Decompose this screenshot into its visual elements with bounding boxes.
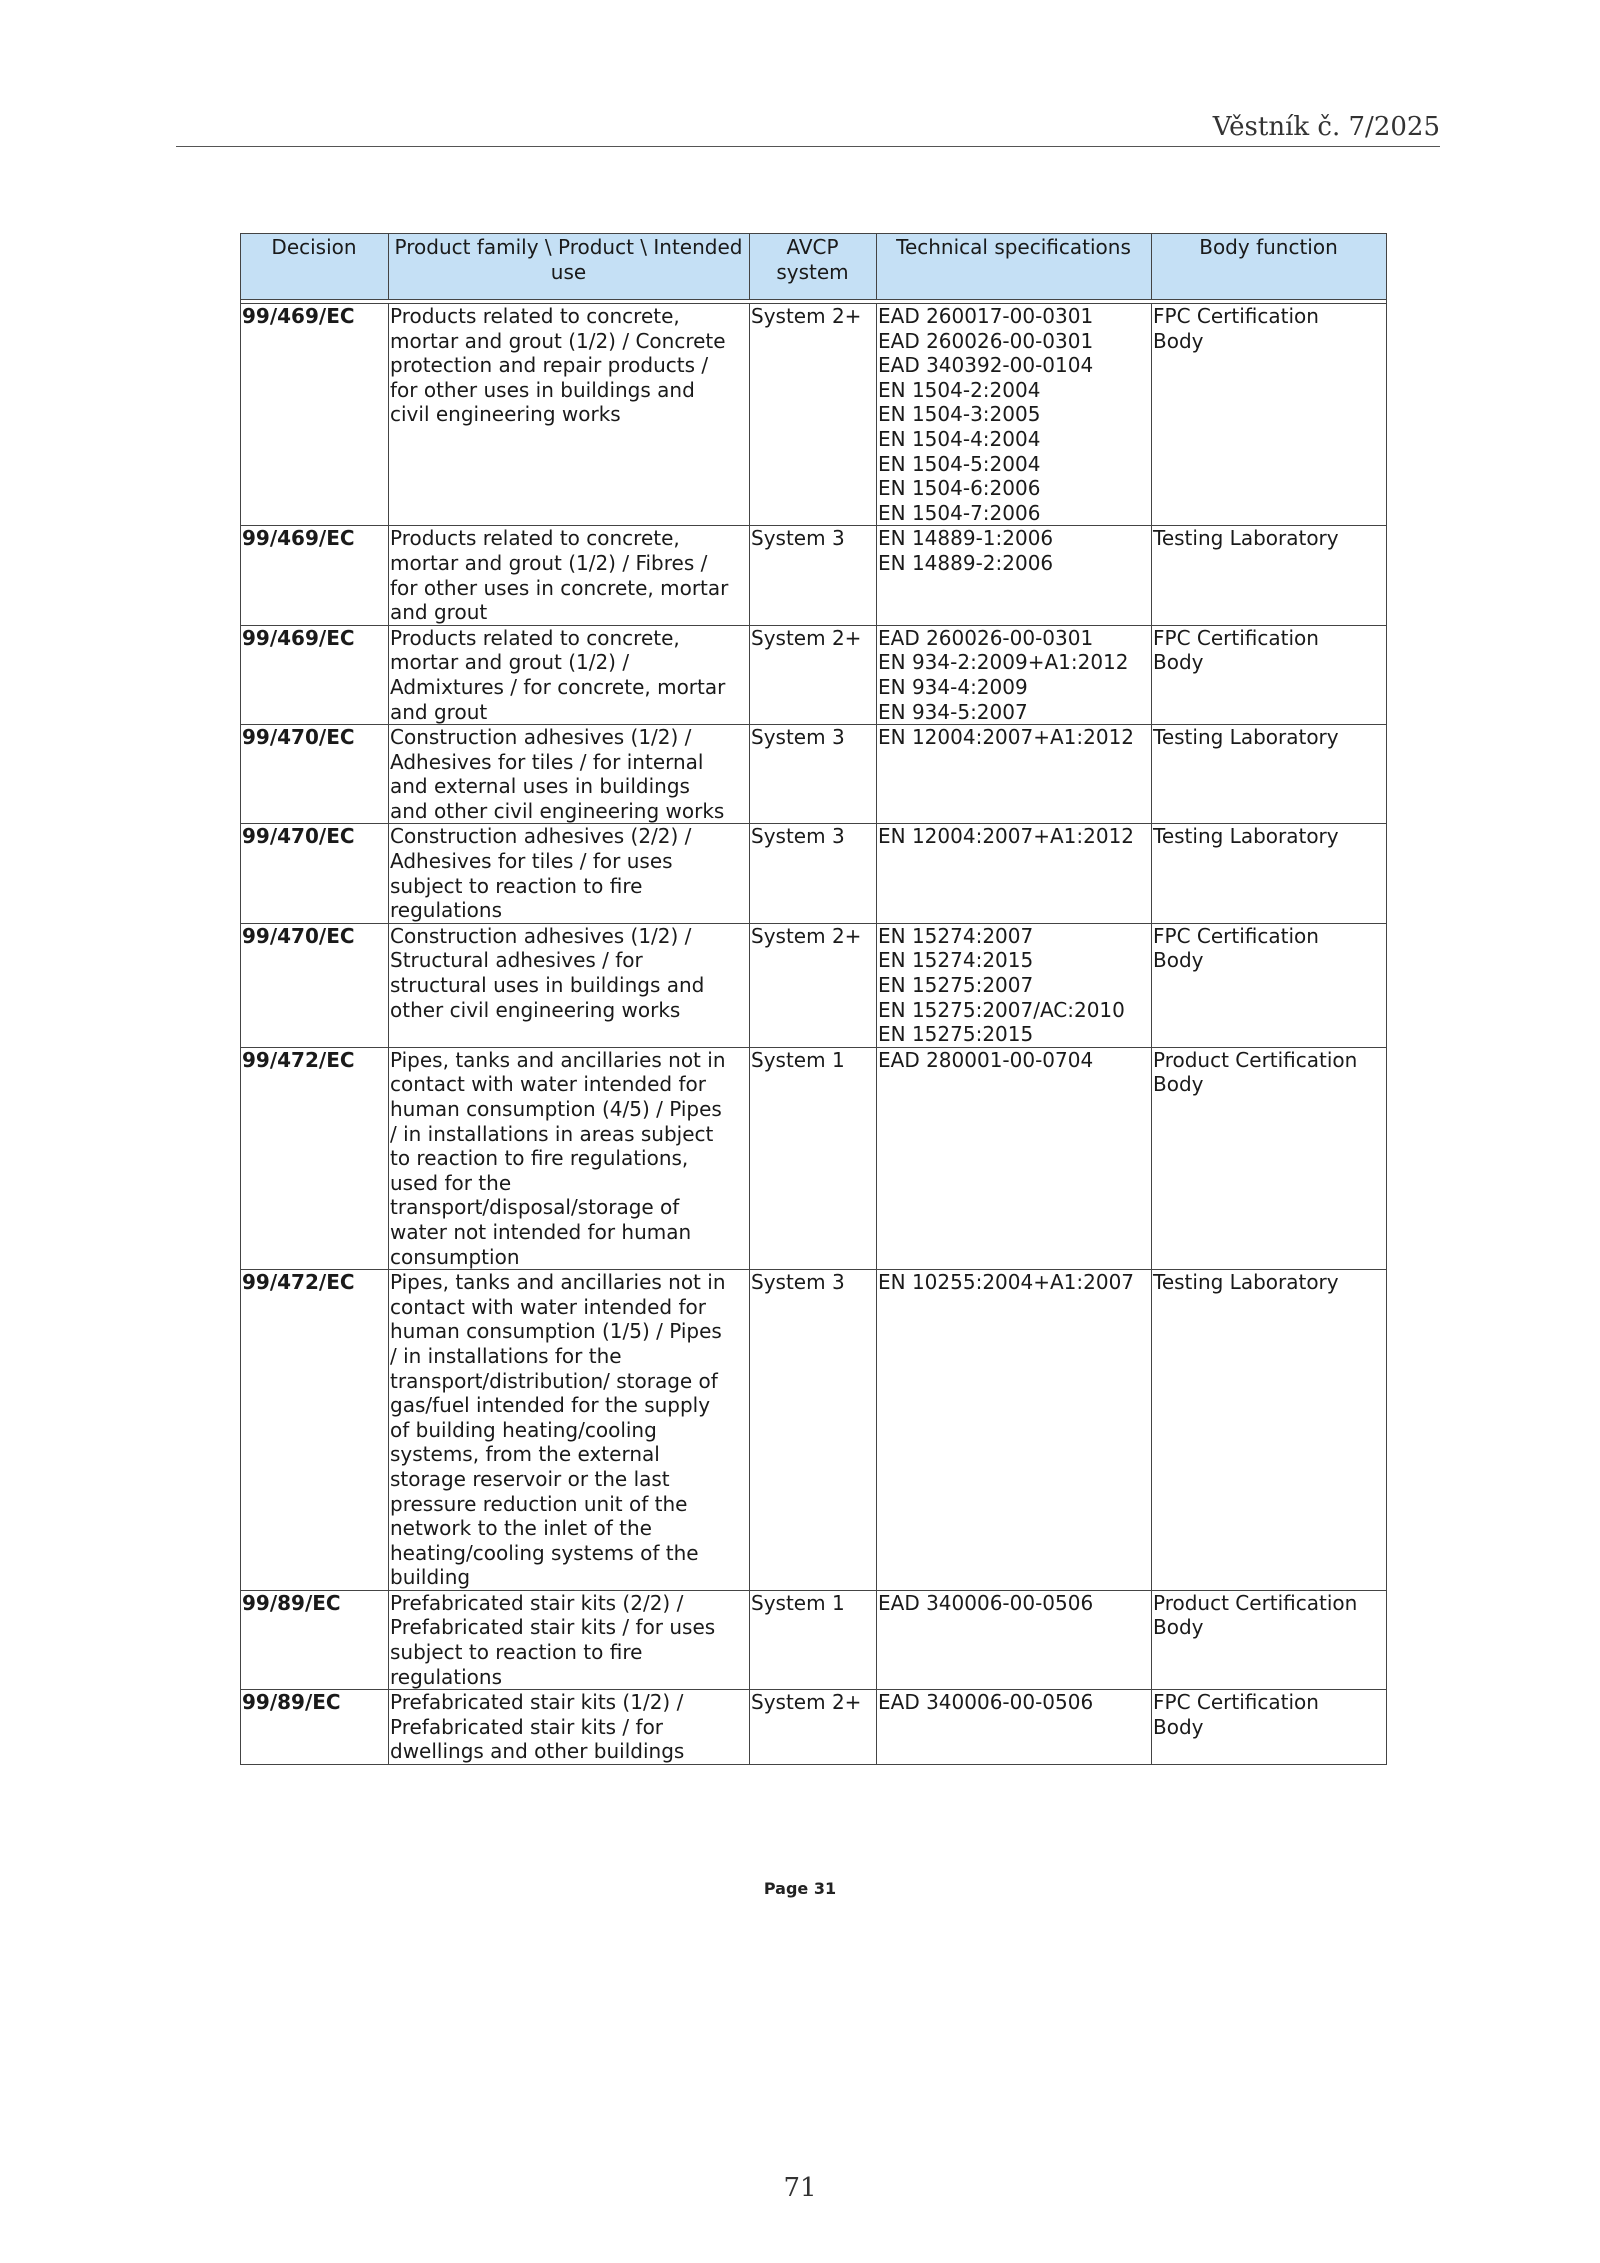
- specs-cell: [877, 1047, 1152, 1269]
- bulletin-title: Věstník č. 7/2025: [1212, 112, 1440, 142]
- product-line: consumption: [390, 1244, 520, 1269]
- body-line: Body: [1153, 1615, 1204, 1640]
- avcp-cell: System 3: [750, 824, 877, 923]
- product-cell: [389, 1590, 750, 1689]
- product-line: Prefabricated stair kits (1/2) /: [390, 1690, 684, 1715]
- product-line: building: [390, 1565, 471, 1590]
- table-row: [241, 1047, 1387, 1269]
- product-line: subject to reaction to fire: [390, 1640, 643, 1665]
- body-function-cell: [1152, 304, 1387, 526]
- product-cell: [389, 1047, 750, 1269]
- spec-line: EN 12004:2007+A1:2012: [878, 824, 1135, 849]
- body-function-cell: [1152, 1270, 1387, 1591]
- table-row: [241, 304, 1387, 526]
- body-function-cell: [1152, 923, 1387, 1047]
- product-line: transport/disposal/storage of: [390, 1195, 680, 1220]
- avcp-cell: System 2+: [750, 304, 877, 526]
- decision-cell: 99/89/EC: [241, 1690, 389, 1765]
- spec-line: EN 15275:2007: [878, 973, 1034, 998]
- product-cell: [389, 1270, 750, 1591]
- product-line: protection and repair products /: [390, 353, 709, 378]
- table-body: [241, 304, 1387, 1765]
- product-cell: [389, 725, 750, 824]
- spec-line: EAD 340392-00-0104: [878, 353, 1094, 378]
- spec-line: EN 1504-2:2004: [878, 377, 1041, 402]
- decision-cell: 99/469/EC: [241, 304, 389, 526]
- spec-line: EAD 260026-00-0301: [878, 328, 1094, 353]
- product-line: Admixtures / for concrete, mortar: [390, 674, 726, 699]
- specs-cell: [877, 1690, 1152, 1765]
- specs-cell: [877, 1270, 1152, 1591]
- avcp-cell: System 2+: [750, 1690, 877, 1765]
- product-line: used for the: [390, 1170, 512, 1195]
- product-line: Products related to concrete,: [390, 526, 680, 551]
- spec-line: EN 10255:2004+A1:2007: [878, 1270, 1135, 1295]
- spec-line: EN 1504-5:2004: [878, 451, 1041, 476]
- table-row: [241, 923, 1387, 1047]
- product-line: Products related to concrete,: [390, 625, 680, 650]
- product-line: Adhesives for tiles / for uses: [390, 849, 673, 874]
- decision-cell: 99/469/EC: [241, 526, 389, 625]
- product-line: Pipes, tanks and ancillaries not in: [390, 1270, 726, 1295]
- product-line: Construction adhesives (1/2) /: [390, 923, 692, 948]
- avcp-cell: System 3: [750, 725, 877, 824]
- product-cell: [389, 923, 750, 1047]
- product-line: Products related to concrete,: [390, 304, 680, 328]
- body-function-cell: [1152, 1047, 1387, 1269]
- product-cell: [389, 526, 750, 625]
- avcp-cell: System 2+: [750, 625, 877, 724]
- product-line: to reaction to fire regulations,: [390, 1146, 689, 1171]
- product-line: Prefabricated stair kits / for uses: [390, 1615, 716, 1640]
- avcp-cell: System 3: [750, 526, 877, 625]
- table-row: [241, 625, 1387, 724]
- product-line: dwellings and other buildings: [390, 1739, 685, 1764]
- body-line: Body: [1153, 1072, 1204, 1097]
- product-line: / in installations for the: [390, 1343, 622, 1368]
- avcp-table: [240, 233, 1387, 1765]
- table-row: [241, 725, 1387, 824]
- product-line: regulations: [390, 898, 503, 923]
- table-header-row: [241, 234, 1387, 300]
- product-line: network to the inlet of the: [390, 1516, 652, 1541]
- product-line: other civil engineering works: [390, 997, 681, 1022]
- col-header-avcp: AVCP system: [750, 234, 877, 300]
- table-row: [241, 824, 1387, 923]
- product-line: Prefabricated stair kits (2/2) /: [390, 1590, 684, 1615]
- spec-line: EN 934-5:2007: [878, 699, 1028, 724]
- product-line: structural uses in buildings and: [390, 973, 705, 998]
- table-row: [241, 1590, 1387, 1689]
- specs-cell: [877, 725, 1152, 824]
- product-line: pressure reduction unit of the: [390, 1491, 688, 1516]
- product-line: Construction adhesives (1/2) /: [390, 725, 692, 750]
- product-line: / in installations in areas subject: [390, 1121, 714, 1146]
- decision-cell: 99/470/EC: [241, 923, 389, 1047]
- spec-line: EN 15275:2015: [878, 1022, 1034, 1047]
- product-line: mortar and grout (1/2) / Concrete: [390, 328, 726, 353]
- product-line: Structural adhesives / for: [390, 948, 643, 973]
- decision-cell: 99/89/EC: [241, 1590, 389, 1689]
- spec-line: EN 1504-6:2006: [878, 476, 1041, 501]
- decision-cell: 99/469/EC: [241, 625, 389, 724]
- product-line: human consumption (1/5) / Pipes: [390, 1319, 722, 1344]
- decision-cell: 99/470/EC: [241, 824, 389, 923]
- body-function-cell: [1152, 1690, 1387, 1765]
- avcp-cell: System 2+: [750, 923, 877, 1047]
- product-line: of building heating/cooling: [390, 1417, 657, 1442]
- product-line: Pipes, tanks and ancillaries not in: [390, 1047, 726, 1072]
- product-line: and other civil engineering works: [390, 798, 725, 823]
- body-function-cell: [1152, 526, 1387, 625]
- specs-cell: [877, 923, 1152, 1047]
- body-line: Body: [1153, 328, 1204, 353]
- spec-line: EAD 340006-00-0506: [878, 1590, 1094, 1615]
- body-line: FPC Certification: [1153, 923, 1319, 948]
- col-header-body: Body function: [1152, 234, 1387, 300]
- col-header-specs: Technical specifications: [877, 234, 1152, 300]
- body-line: Body: [1153, 948, 1204, 973]
- decision-cell: 99/472/EC: [241, 1047, 389, 1269]
- body-line: FPC Certification: [1153, 625, 1319, 650]
- spec-line: EAD 260026-00-0301: [878, 625, 1094, 650]
- body-function-cell: [1152, 824, 1387, 923]
- product-line: mortar and grout (1/2) / Fibres /: [390, 550, 708, 575]
- product-line: gas/fuel intended for the supply: [390, 1393, 711, 1418]
- product-line: for other uses in concrete, mortar: [390, 575, 729, 600]
- page-number: 71: [783, 2173, 817, 2203]
- product-cell: [389, 1690, 750, 1765]
- body-line: Testing Laboratory: [1153, 526, 1339, 551]
- specs-cell: [877, 824, 1152, 923]
- body-line: FPC Certification: [1153, 304, 1319, 328]
- spec-line: EN 1504-7:2006: [878, 500, 1041, 525]
- product-line: transport/distribution/ storage of: [390, 1368, 718, 1393]
- spec-line: EAD 340006-00-0506: [878, 1690, 1094, 1715]
- product-line: Prefabricated stair kits / for: [390, 1714, 664, 1739]
- avcp-cell: System 1: [750, 1047, 877, 1269]
- product-line: water not intended for human: [390, 1219, 692, 1244]
- spec-line: EN 14889-2:2006: [878, 550, 1054, 575]
- product-line: mortar and grout (1/2) /: [390, 650, 630, 675]
- header-divider: [176, 146, 1440, 147]
- product-line: regulations: [390, 1664, 503, 1689]
- spec-line: EN 14889-1:2006: [878, 526, 1054, 551]
- product-cell: [389, 824, 750, 923]
- body-line: Testing Laboratory: [1153, 725, 1339, 750]
- product-line: civil engineering works: [390, 402, 621, 427]
- spec-line: EN 934-2:2009+A1:2012: [878, 650, 1129, 675]
- body-line: Testing Laboratory: [1153, 1270, 1339, 1295]
- spec-line: EN 15274:2007: [878, 923, 1034, 948]
- body-line: Product Certification: [1153, 1590, 1358, 1615]
- page-label: Page 31: [763, 1879, 837, 1898]
- product-cell: [389, 304, 750, 526]
- decision-cell: 99/472/EC: [241, 1270, 389, 1591]
- product-line: contact with water intended for: [390, 1294, 706, 1319]
- product-line: and grout: [390, 699, 488, 724]
- product-line: Construction adhesives (2/2) /: [390, 824, 692, 849]
- col-header-product: Product family \ Product \ Intended use: [389, 234, 750, 300]
- specs-cell: [877, 625, 1152, 724]
- product-line: for other uses in buildings and: [390, 377, 695, 402]
- specs-cell: [877, 304, 1152, 526]
- specs-cell: [877, 1590, 1152, 1689]
- body-function-cell: [1152, 725, 1387, 824]
- product-line: systems, from the external: [390, 1442, 660, 1467]
- col-header-decision: Decision: [241, 234, 389, 300]
- avcp-cell: System 1: [750, 1590, 877, 1689]
- spec-line: EAD 280001-00-0704: [878, 1047, 1094, 1072]
- table-row: [241, 526, 1387, 625]
- spec-line: EN 15275:2007/AC:2010: [878, 997, 1125, 1022]
- body-function-cell: [1152, 625, 1387, 724]
- body-line: Body: [1153, 1714, 1204, 1739]
- product-line: heating/cooling systems of the: [390, 1540, 699, 1565]
- spec-line: EN 934-4:2009: [878, 674, 1028, 699]
- product-line: and external uses in buildings: [390, 774, 690, 799]
- table-row: [241, 1690, 1387, 1765]
- product-line: human consumption (4/5) / Pipes: [390, 1097, 722, 1121]
- body-line: Product Certification: [1153, 1047, 1358, 1072]
- body-line: Body: [1153, 650, 1204, 675]
- product-line: and grout: [390, 600, 488, 625]
- product-line: Adhesives for tiles / for internal: [390, 749, 704, 774]
- body-function-cell: [1152, 1590, 1387, 1689]
- spec-line: EN 1504-3:2005: [878, 402, 1041, 427]
- avcp-cell: System 3: [750, 1270, 877, 1591]
- spec-line: EN 1504-4:2004: [878, 426, 1041, 451]
- body-line: Testing Laboratory: [1153, 824, 1339, 849]
- product-cell: [389, 625, 750, 724]
- table-row: [241, 1270, 1387, 1591]
- spec-line: EN 12004:2007+A1:2012: [878, 725, 1135, 750]
- decision-cell: 99/470/EC: [241, 725, 389, 824]
- product-line: subject to reaction to fire: [390, 873, 643, 898]
- product-line: contact with water intended for: [390, 1072, 706, 1097]
- product-line: storage reservoir or the last: [390, 1466, 670, 1491]
- specs-cell: [877, 526, 1152, 625]
- spec-line: EN 15274:2015: [878, 948, 1034, 973]
- body-line: FPC Certification: [1153, 1690, 1319, 1715]
- spec-line: EAD 260017-00-0301: [878, 304, 1094, 328]
